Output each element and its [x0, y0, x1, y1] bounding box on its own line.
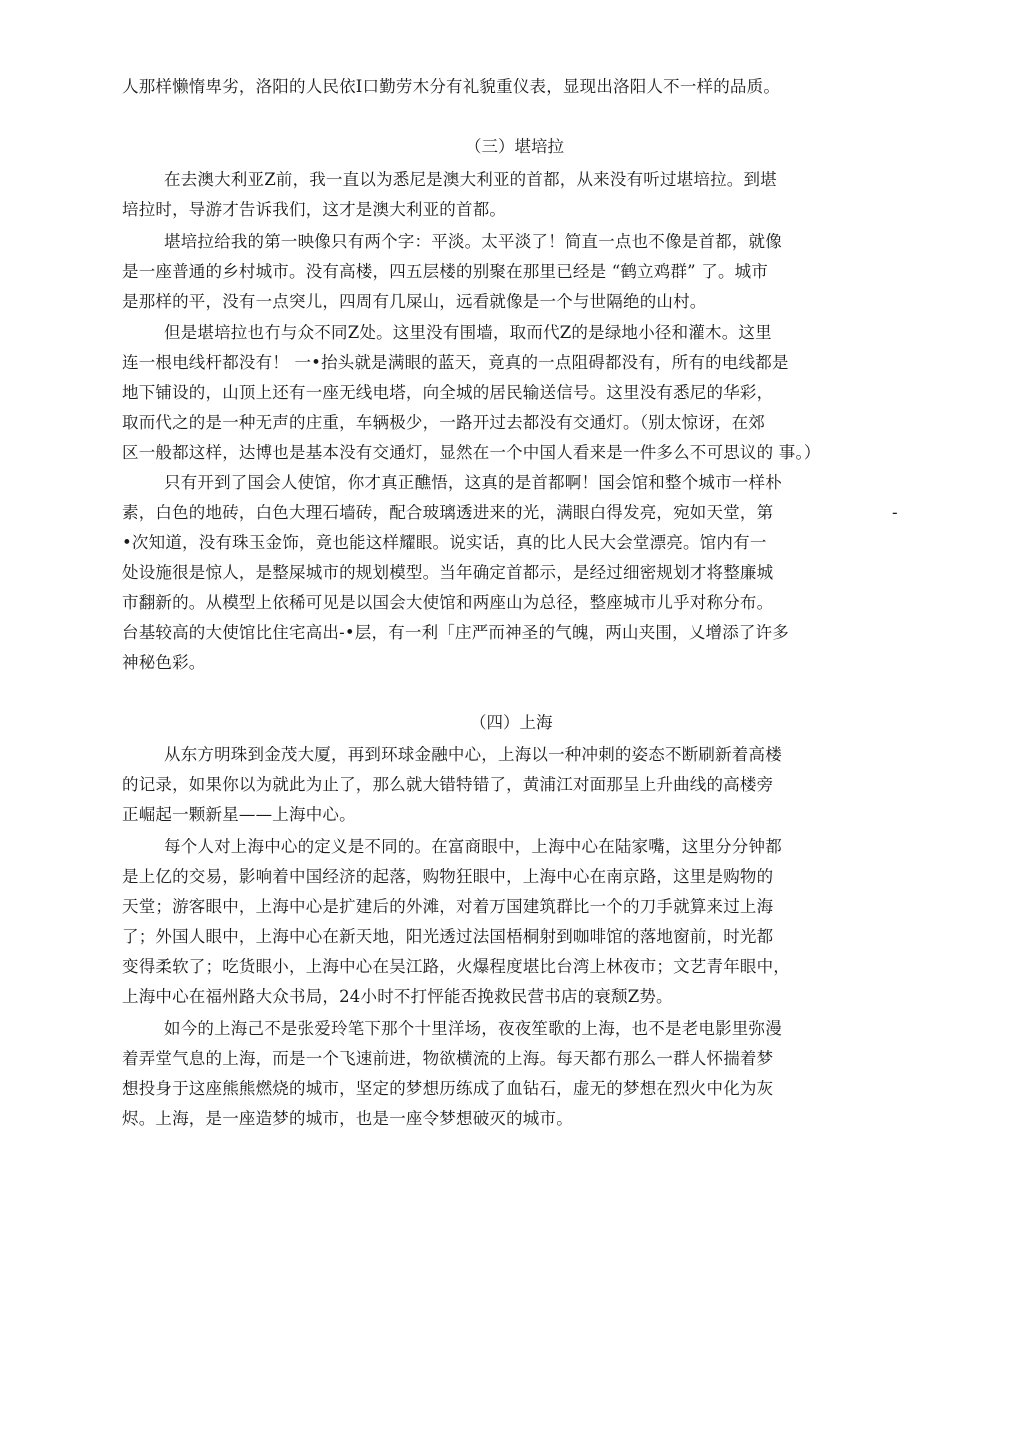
paragraph-line: 堪培拉给我的第一映像只有两个字：平淡。太平淡了！简直一点也不像是首都，就像	[164, 232, 782, 251]
section-heading-canberra: （三）堪培拉	[465, 137, 564, 156]
paragraph-line: 连一根电线杆都没有！ 一•抬头就是满眼的蓝天，竟真的一点阻碍都没有，所有的电线都是	[122, 353, 789, 372]
paragraph-line: 每个人对上海中心的定义是不同的。在富商眼中，上海中心在陆家嘴，这里分分钟都	[164, 837, 782, 856]
paragraph-line: •次知道，没有珠玉金饰，竟也能这样耀眼。说实话，真的比人民大会堂漂亮。馆内有一	[122, 533, 767, 552]
paragraph-line: 是那样的平，没有一点突儿，四周有几屎山，远看就像是一个与世隔绝的山村。	[122, 292, 707, 311]
paragraph-line: 是一座普通的乡村城市。没有高楼，四五层楼的别聚在那里已经是 “鹤立鸡群” 了。城市	[122, 262, 769, 281]
paragraph-line: 但是堪培拉也冇与众不同Z处。这里没有围墙，取而代Z的是绿地小径和灌木。这里	[164, 323, 772, 342]
paragraph-line: 如今的上海己不是张爱玲笔下那个十里洋场，夜夜笙歌的上海，也不是老电影里弥漫	[164, 1019, 782, 1038]
paragraph-line: 从东方明珠到金茂大厦，再到环球金融中心，上海以一种冲刺的姿态不断刷新着高楼	[164, 745, 782, 764]
paragraph-line: 的记录，如果你以为就此为止了，那么就大错特错了，黄浦江对面那呈上升曲线的高楼旁	[122, 775, 774, 794]
paragraph-line: 素，白色的地砖，白色大理石墙砖，配合玻璃透进来的光，满眼白得发亮，宛如天堂，第	[122, 503, 774, 522]
paragraph-line: 培拉时，导游才告诉我们，这才是澳大利亚的首都。	[122, 200, 507, 219]
paragraph-line: 在去澳大利亚Z前，我一直以为悉尼是澳大利亚的首都，从来没有听过堪培拉。到堪	[164, 170, 777, 189]
paragraph-line: 只有开到了国会人使馆，你才真正醮悟，这真的是首都啊！国会馆和整个城市一样朴	[164, 473, 782, 492]
paragraph-line: 了；外国人眼中，上海中心在新天地，阳光透过法国梧桐射到咖啡馆的落地窗前，时光都	[122, 927, 774, 946]
paragraph-line: 区一般都这样，达博也是基本没有交通灯，显然在一个中国人看来是一件多么不可思议的 事。）	[122, 443, 821, 462]
paragraph-line: 想投身于这座熊熊燃烧的城市，坚定的梦想历练成了血钻石，虚无的梦想在烈火中化为灰	[122, 1079, 774, 1098]
section-heading-shanghai: （四）上海	[470, 713, 553, 732]
paragraph-line: 天堂；游客眼中，上海中心是扩建后的外滩，对着万国建筑群比一个的刀手就算来过上海	[122, 897, 774, 916]
paragraph-line: 取而代之的是一种无声的庄重，车辆极少，一路开过去都没有交通灯。（别太惊讶，在郊	[122, 413, 766, 432]
paragraph-line: 烬。上海，是一座造梦的城市，也是一座令梦想破灭的城市。	[122, 1109, 573, 1128]
paragraph-line: 是上亿的交易，影响着中国经济的起落，购物狂眼中，上海中心在南京路，这里是购物的	[122, 867, 774, 886]
paragraph-line: 神秘色彩。	[122, 653, 206, 672]
paragraph-line: 地下铺设的，山顶上还有一座无线电塔，向全城的居民输送信号。这里没有悉尼的华彩，	[122, 383, 774, 402]
stray-dash: -	[892, 503, 898, 522]
opening-line: 人那样懒惰卑劣，洛阳的人民依I口勤劳木分有礼貌重仪表，显现出洛阳人不一样的品质。	[122, 77, 781, 96]
paragraph-line: 市翻新的。从模型上依稀可见是以国会大使馆和两座山为总径，整座城市儿乎对称分布。	[122, 593, 774, 612]
paragraph-line: 变得柔软了；吃货眼小，上海中心在吴江路，火爆程度堪比台湾上林夜市；文艺青年眼中，	[122, 957, 790, 976]
paragraph-line: 上海中心在福州路大众书局，24小时不打怦能否挽救民营书店的衰颓Z势。	[122, 987, 673, 1006]
paragraph-line: 正崛起一颗新星——上海中心。	[122, 805, 356, 824]
paragraph-line: 着弄堂气息的上海，而是一个飞速前进，物欲横流的上海。每天都冇那么一群人怀揣着梦	[122, 1049, 774, 1068]
paragraph-line: 台基较高的大使馆比住宅高出-•层，有一利「庄严而神圣的气魄，两山夹围，乂增添了许多	[122, 623, 790, 642]
paragraph-line: 处设施很是惊人，是整屎城市的规划模型。当年确定首都示，是经过细密规划才将整廉城	[122, 563, 774, 582]
